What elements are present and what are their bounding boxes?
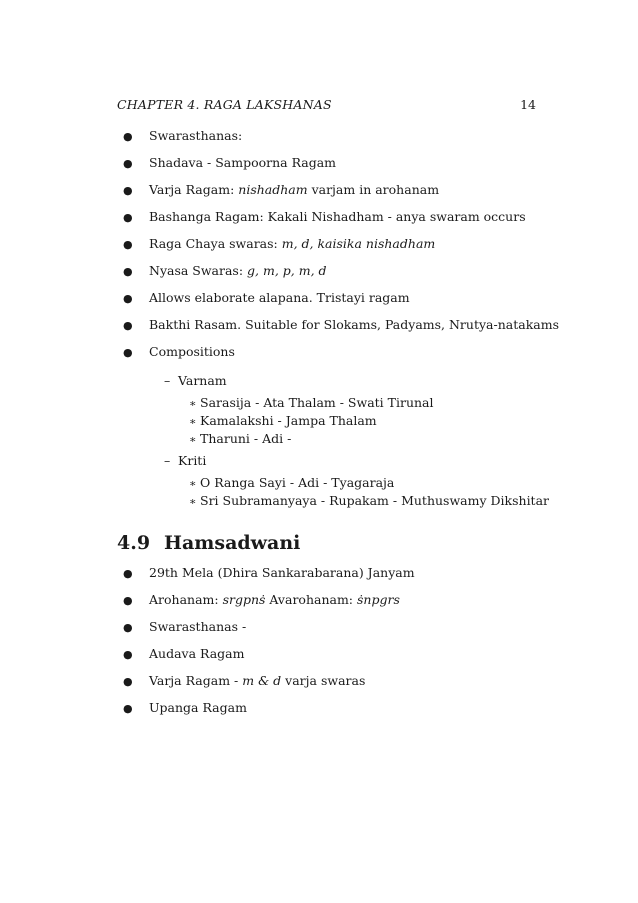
bullet: ● xyxy=(123,238,133,251)
list-item: Varja Ragam: nishadham varjam in arohanam xyxy=(149,182,440,197)
star-marker: ∗ xyxy=(189,415,197,428)
list-item: Swarasthanas - xyxy=(149,619,247,634)
bullet: ● xyxy=(123,157,133,170)
star-marker: ∗ xyxy=(189,397,197,410)
star-marker: ∗ xyxy=(189,495,197,508)
page-number: 14 xyxy=(520,97,536,112)
chapter-title: CHAPTER 4. RAGA LAKSHANAS xyxy=(117,97,332,112)
bullet: ● xyxy=(123,292,133,305)
list-item: Swarasthanas: xyxy=(149,128,243,143)
list-item: 29th Mela (Dhira Sankarabarana) Janyam xyxy=(149,565,415,580)
composition-item: Tharuni - Adi - xyxy=(200,431,292,446)
bullet: ● xyxy=(123,594,133,607)
bullet: ● xyxy=(123,648,133,661)
bullet: ● xyxy=(123,346,133,359)
composition-item: Sri Subramanyaya - Rupakam - Muthuswamy Dikshitar xyxy=(200,493,550,508)
composition-item: Sarasija - Ata Thalam - Swati Tirunal xyxy=(200,395,434,410)
list-item: Allows elaborate alapana. Tristayi ragam xyxy=(149,290,410,305)
list-item: Bakthi Rasam. Suitable for Slokams, Padyams, Nrutya-natakams xyxy=(149,317,559,332)
list-item: Upanga Ragam xyxy=(149,700,247,715)
star-marker: ∗ xyxy=(189,477,197,490)
bullet: ● xyxy=(123,319,133,332)
list-item: Arohanam: srgpnṡ Avarohanam: ṡnpgrs xyxy=(149,592,400,607)
dash-marker: – xyxy=(164,373,171,388)
list-item: Audava Ragam xyxy=(149,646,245,661)
section-number: 4.9 xyxy=(117,532,151,554)
dash-marker: – xyxy=(164,453,171,468)
section-title: Hamsadwani xyxy=(164,532,301,554)
bullet: ● xyxy=(123,675,133,688)
sublist-heading-varnam: Varnam xyxy=(178,373,227,388)
bullet: ● xyxy=(123,265,133,278)
bullet: ● xyxy=(123,702,133,715)
sublist-heading-kriti: Kriti xyxy=(178,453,207,468)
list-item: Compositions xyxy=(149,344,235,359)
star-marker: ∗ xyxy=(189,433,197,446)
list-item: Nyasa Swaras: g, m, p, m, d xyxy=(149,263,327,278)
bullet: ● xyxy=(123,567,133,580)
list-item: Varja Ragam - m & d varja swaras xyxy=(149,673,366,688)
bullet: ● xyxy=(123,621,133,634)
list-item: Bashanga Ragam: Kakali Nishadham - anya swaram occurs xyxy=(149,209,526,224)
composition-item: O Ranga Sayi - Adi - Tyagaraja xyxy=(200,475,395,490)
list-item: Raga Chaya swaras: m, d, kaisika nishadham xyxy=(149,236,436,251)
list-item: Shadava - Sampoorna Ragam xyxy=(149,155,337,170)
bullet: ● xyxy=(123,184,133,197)
bullet: ● xyxy=(123,211,133,224)
bullet: ● xyxy=(123,130,133,143)
composition-item: Kamalakshi - Jampa Thalam xyxy=(200,413,377,428)
page-header xyxy=(117,97,536,115)
